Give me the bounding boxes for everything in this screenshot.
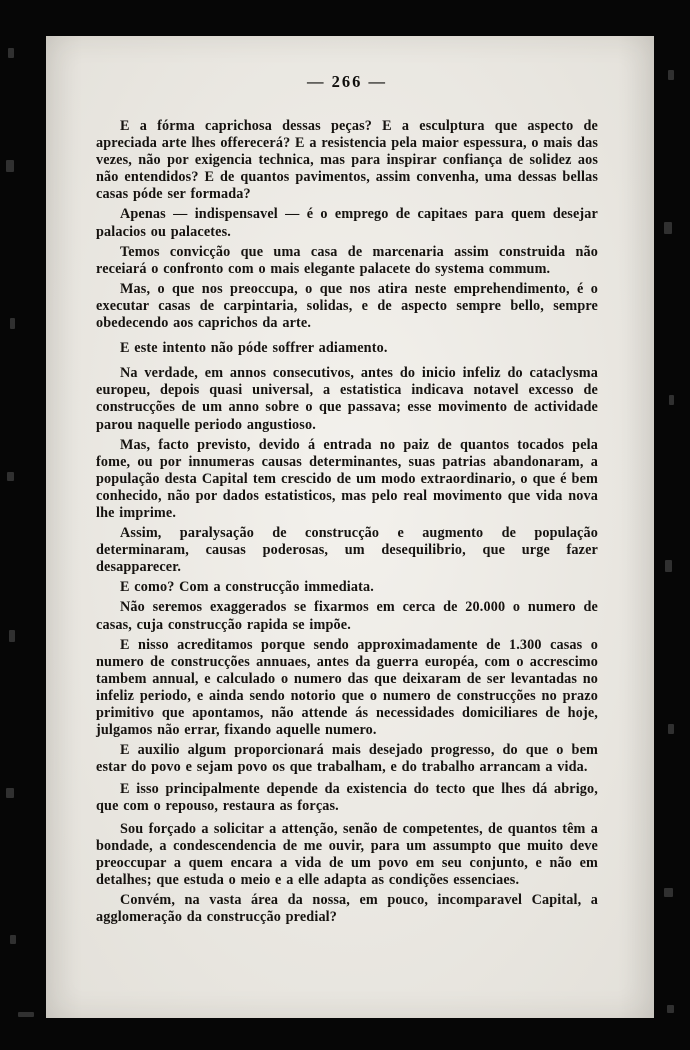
film-mark-icon: [10, 318, 15, 329]
paragraph: E auxilio algum proporcionará mais desejado progresso, do que o bem estar do povo e sejam povo os que trabalham, e do trabalho arrancam a vida.: [96, 742, 598, 776]
film-mark-icon: [6, 160, 14, 172]
paragraph: Mas, o que nos preoccupa, o que nos atira neste emprehendimento, é o executar casas de carpintaria, solidas, e de aspecto sempre bello, sempre obedecendo aos caprichos da arte.: [96, 280, 598, 332]
film-mark-icon: [668, 70, 674, 80]
film-mark-icon: [10, 935, 16, 944]
film-mark-icon: [8, 48, 14, 58]
page-content: [46, 36, 654, 926]
paragraph: E a fórma caprichosa dessas peças? E a esculptura que aspecto de apreciada arte lhes offerecerá? E a resistencia pela maior espessura, o mais das vezes, não por exigencia technica, mas para inspirar confiança de solidez aos não entendidos? E de quantos pavimentos, assim convenha, uma dessas bellas casas póde ser formada?: [96, 118, 598, 203]
book-page: [46, 36, 654, 1018]
paragraph: Não seremos exaggerados se fixarmos em cerca de 20.000 o numero de casas, cuja construcção rapida se impõe.: [96, 599, 598, 633]
page-number: — 266 —: [307, 72, 387, 91]
film-mark-icon: [665, 560, 672, 572]
paragraph: Assim, paralysação de construcção e augmento de população determinaram, causas poderosas, um desequilibrio, que urge fazer desapparecer.: [96, 525, 598, 576]
film-mark-icon: [6, 788, 14, 798]
film-mark-icon: [669, 395, 674, 405]
paragraph: Temos convicção que uma casa de marcenaria assim construida não receiará o confronto com o mais elegante palacete do systema commum.: [96, 243, 598, 277]
paragraph: E isso principalmente depende da existencia do tecto que lhes dá abrigo, que com o repouso, restaura as forças.: [96, 781, 598, 815]
film-mark-icon: [664, 888, 673, 897]
paragraph: Na verdade, em annos consecutivos, antes do inicio infeliz do cataclysma europeu, depois quasi universal, a estatistica indicava notavel excesso de construcções de um anno sobre o que passava; esse movimento de actividade parou naquelle periodo angustioso.: [96, 365, 598, 433]
film-mark-icon: [664, 222, 672, 234]
paragraph: E este intento não póde soffrer adiamento.: [120, 340, 388, 357]
paragraph: Convém, na vasta área da nossa, em pouco, incomparavel Capital, a agglomeração da construcção predial?: [96, 891, 598, 926]
film-mark-icon: [668, 724, 674, 734]
paragraph: E como? Com a construcção immediata.: [120, 579, 374, 596]
paragraph: Apenas — indispensavel — é o emprego de capitaes para quem desejar palacios ou palacetes.: [96, 206, 598, 240]
film-mark-icon: [7, 472, 14, 481]
paragraph: Sou forçado a solicitar a attenção, senão de competentes, de quantos têm a bondade, a condescendencia de me ouvir, para um assumpto que muito deve preoccupar a quem encara a vida de um povo em seu conjunto, e não em detalhes; que estuda o meio e a elle adapta as condições essenciaes.: [96, 820, 598, 888]
film-mark-icon: [667, 1005, 674, 1013]
paragraph: Mas, facto previsto, devido á entrada no paiz de quantos tocados pela fome, ou por innumeras causas determinantes, suas patrias abandonaram, a população desta Capital tem crescido de um modo extraordinario, o que é bem conhecido, não por dados estatisticos, mas pelo real movimento que vida nova lhe imprime.: [96, 436, 598, 521]
film-mark-icon: [9, 630, 15, 642]
paragraph: E nisso acreditamos porque sendo approximadamente de 1.300 casas o numero de construcções annuaes, antes da guerra européa, com o accrescimo tambem annual, e calculado o numero das que deixaram de ser levantadas no infeliz periodo, e ainda sendo notorio que o numero de construcções no prazo primitivo que apontamos, não attende ás necessidades domiciliares de hoje, julgamos não errar, fixando aquelle numero.: [96, 636, 598, 739]
film-mark-icon: [18, 1012, 34, 1017]
